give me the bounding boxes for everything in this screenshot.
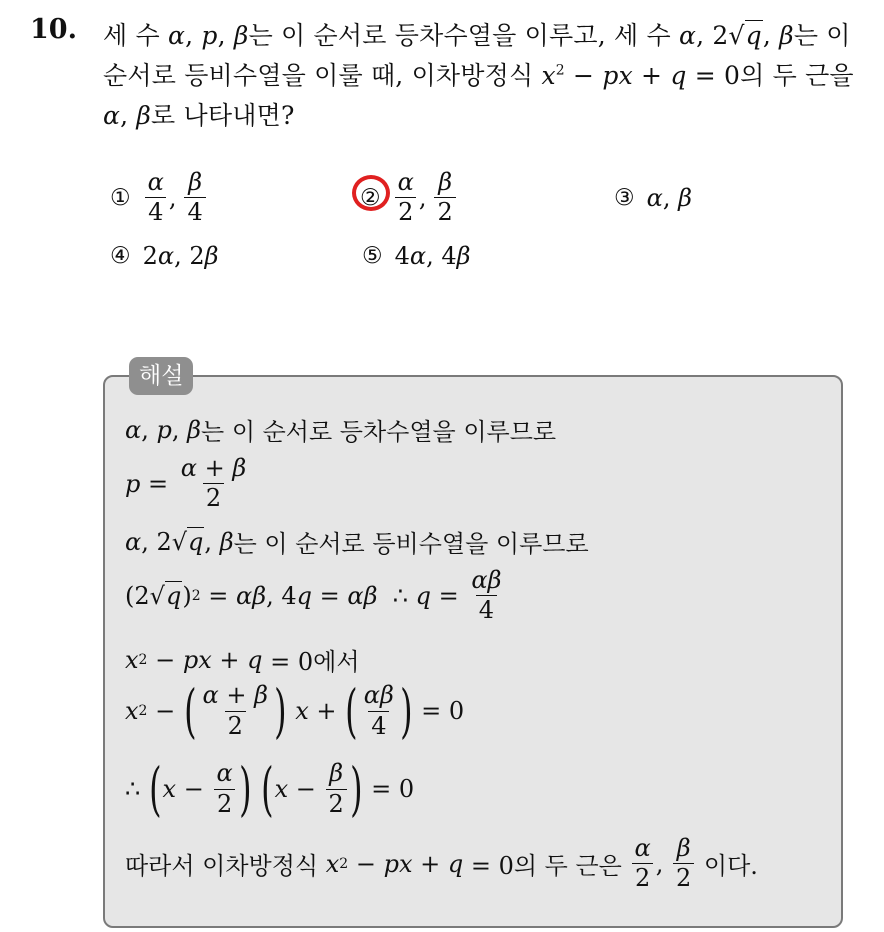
- solution-line-4: (2 √q ) 2 = αβ , 4 q = αβ ∴ q = $\frac{\alpha\beta}{4}$: [125, 566, 502, 625]
- solution-line-7: ∴ ( x − $\frac{\alpha}{2}$ ) ( x − $\frac{\beta}{2}$ ) = 0: [125, 755, 415, 823]
- choice-5[interactable]: ⑤ 4 α , 4 β: [362, 242, 471, 270]
- question-number: 10.: [30, 14, 77, 45]
- solution-line-2: p = $\frac{\alpha + \beta}{2}$: [125, 454, 247, 513]
- question-line-3: α, β로 나타내면?: [103, 101, 295, 130]
- choice-3[interactable]: ③ α , β: [614, 184, 692, 212]
- choice-marker: ④: [110, 243, 131, 269]
- choice-2[interactable]: ② $\frac{\alpha}{2}$ , $\frac{\beta}{2}$: [360, 170, 458, 225]
- choice-marker: ②: [360, 184, 381, 211]
- choice-marker: ③: [614, 185, 635, 211]
- solution-line-3: α , 2 √q , β 는 이 순서로 등비수열을 이루므로: [125, 527, 589, 558]
- choice-marker: ⑤: [362, 243, 383, 269]
- solution-line-5: x 2 − px + q = 0에서: [125, 645, 360, 676]
- choice-1[interactable]: ① $\frac{\alpha}{4}$ , $\frac{\beta}{4}$: [110, 170, 208, 225]
- solution-line-1: α , p , β 는 이 순서로 등차수열을 이루므로: [125, 415, 557, 446]
- choice-4[interactable]: ④ 2 α , 2 β: [110, 242, 219, 270]
- solution-line-8: 따라서 이차방정식 x 2 − px + q = 0의 두 근은 $\frac{\alpha}{2}$ , $\frac{\beta}{2}$ 이다.: [125, 834, 758, 893]
- question-line-2: 순서로 등비수열을 이룰 때, 이차방정식 $x^2$ − px + q = 0의 두 근을: [103, 61, 854, 90]
- solution-tag: 해설: [129, 357, 193, 395]
- choice-marker: ①: [110, 184, 131, 211]
- solution-line-6: x 2 − ( $\frac{\alpha + \beta}{2}$ ) x + ( $\frac{\alpha\beta}{4}$ ) = 0: [125, 677, 465, 745]
- question-line-1: 세 수 α, p, β는 이 순서로 등차수열을 이루고, 세 수 α, 2√q, β는 이: [103, 21, 851, 50]
- selected-answer-circle: [352, 175, 390, 211]
